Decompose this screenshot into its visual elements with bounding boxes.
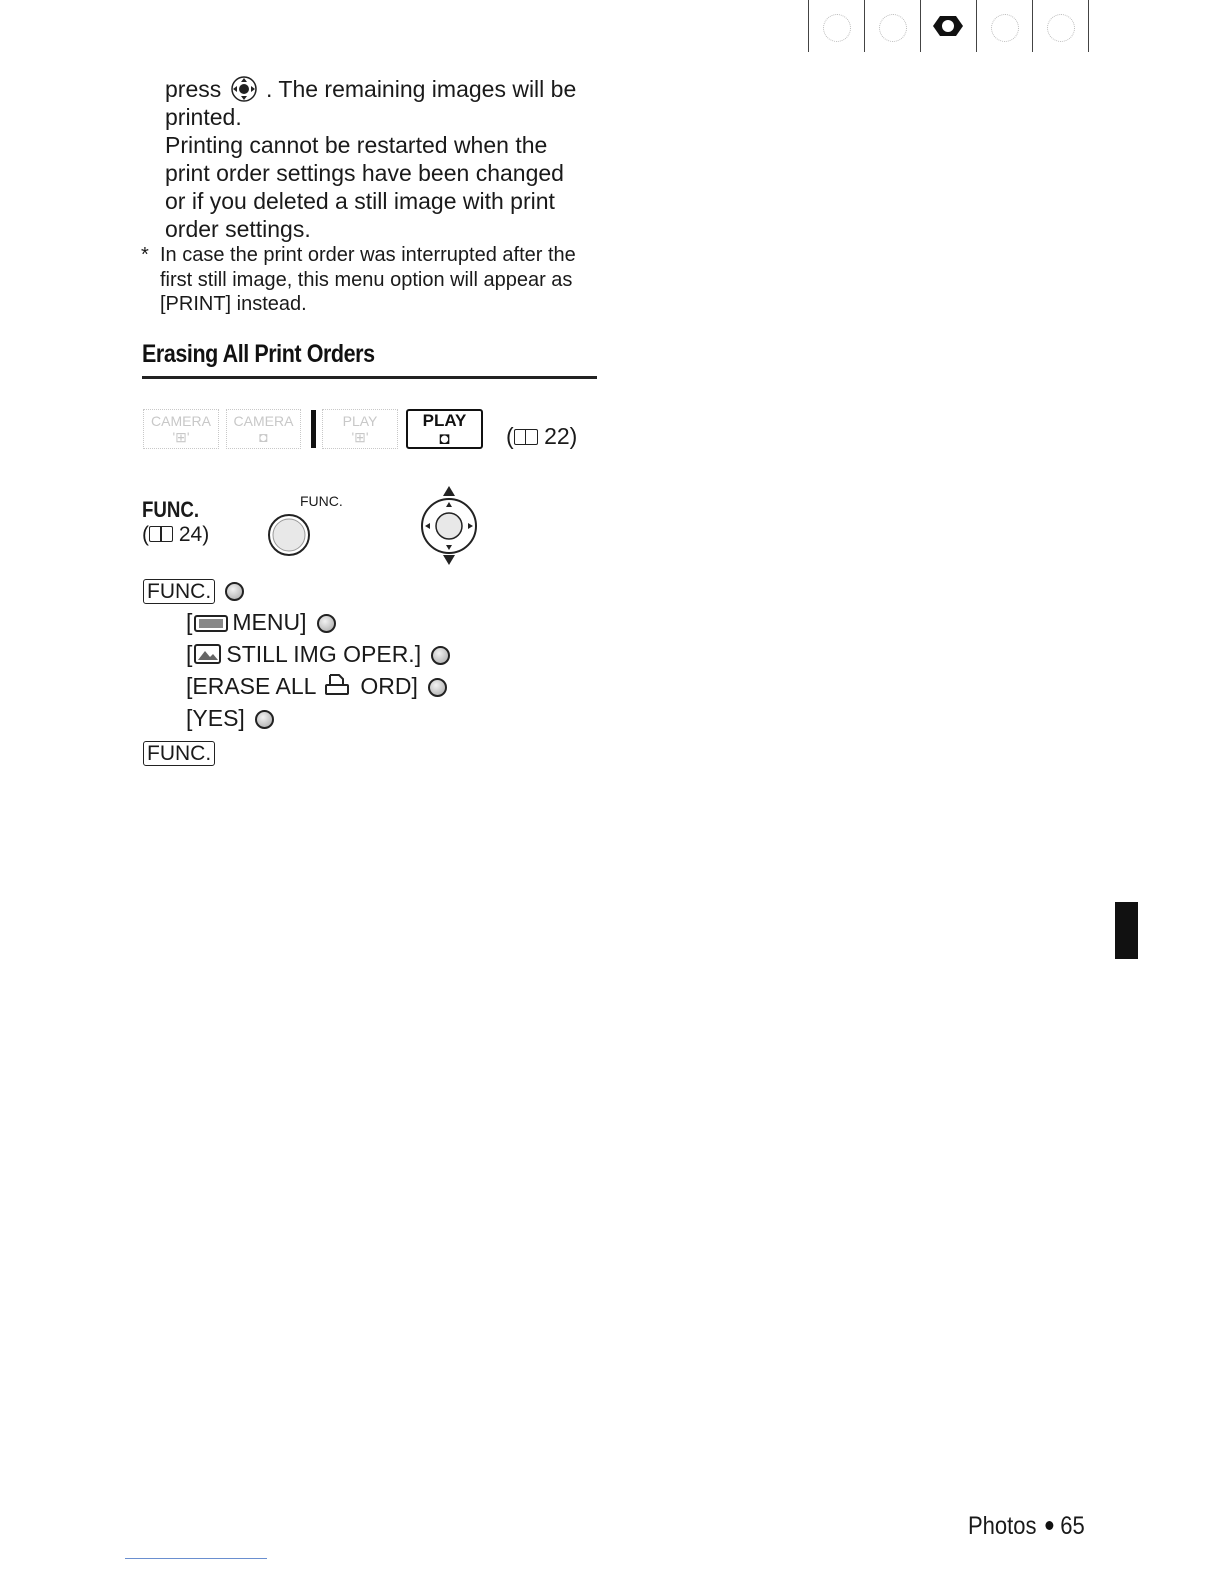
nav-tab-external: [976, 0, 1032, 52]
footnote: [141, 243, 601, 317]
mode-label: PLAY: [342, 413, 378, 429]
func-button-icon: [266, 512, 312, 558]
mode-symbol: ◘: [439, 429, 450, 448]
joystick-press-icon: [255, 710, 274, 729]
footer-section: Photos: [968, 1512, 1037, 1540]
chapter-marker: [1115, 902, 1138, 959]
page-footer: [968, 1512, 1085, 1541]
func-key-start: FUNC.: [143, 579, 215, 604]
nav-tab-video: [864, 0, 920, 52]
mode-play-movie: [322, 409, 398, 449]
mode-label: PLAY: [422, 411, 467, 430]
step-func-start: [143, 575, 244, 605]
step-menu: [186, 607, 336, 637]
mode-camera-photo: [226, 409, 301, 449]
footer-bullet: [1045, 1521, 1053, 1530]
func-label: FUNC.: [142, 497, 200, 522]
func-page-ref: [142, 523, 209, 547]
faint-icon: [1047, 14, 1075, 42]
mode-label: CAMERA: [151, 413, 211, 429]
step-erase-all: [186, 671, 447, 701]
yes-text: [YES]: [186, 705, 245, 731]
joystick-press-icon: [225, 582, 244, 601]
intro-line-1: [165, 75, 576, 103]
joystick-press-icon: [317, 614, 336, 633]
step-yes: [186, 703, 274, 733]
page-number: 65: [1060, 1512, 1085, 1540]
func-button-caption: FUNC.: [300, 493, 343, 509]
ord-text: ORD]: [360, 673, 418, 699]
nav-tab-intro: [808, 0, 864, 52]
step-func-end: [143, 737, 215, 767]
book-icon: [149, 526, 173, 542]
menu-icon: [194, 613, 228, 633]
joystick-press-icon: [431, 646, 450, 665]
photo-camera-icon: [931, 12, 965, 40]
still-img-oper-text: STILL IMG OPER.]: [226, 641, 422, 667]
faint-icon: [823, 14, 851, 42]
print-order-icon: [324, 673, 350, 697]
heading-rule: [142, 376, 597, 379]
section-heading: Erasing All Print Orders: [142, 340, 375, 368]
footnote-marker: *: [141, 244, 149, 266]
intro-line-3: Printing cannot be restarted when the: [165, 132, 548, 158]
bracket-open: [: [186, 641, 193, 667]
mode-separator: [311, 410, 316, 448]
footnote-text: In case the print order was interrupted after the first still image, this menu option will appear as [PRINT] instead.: [160, 244, 576, 315]
mode-symbol: '⊞': [351, 429, 369, 445]
nav-tab-photos: [920, 0, 976, 52]
mode-symbol: ◘: [259, 429, 268, 445]
mode-page-ref: [506, 423, 577, 450]
intro-press-text: press: [165, 76, 222, 102]
ref-page: 22): [544, 423, 578, 449]
book-icon: [514, 429, 538, 445]
intro-line-2: printed.: [165, 104, 242, 130]
joystick-press-icon: [428, 678, 447, 697]
intro-line-5: or if you deleted a still image with print: [165, 188, 555, 214]
ref-page: 24): [178, 523, 210, 546]
intro-line-4: print order settings have been changed: [165, 160, 564, 186]
intro-line-6: order settings.: [165, 216, 311, 242]
faint-icon: [991, 14, 1019, 42]
top-nav: [808, 0, 1093, 52]
nav-tab-info: [1032, 0, 1089, 52]
still-image-icon: [194, 643, 222, 665]
joystick-icon: [418, 486, 480, 566]
mode-camera-movie: [143, 409, 219, 449]
ref-open: (: [506, 423, 514, 449]
mode-play-photo: [406, 409, 483, 449]
menu-text: MENU]: [232, 609, 307, 635]
erase-all-text: [ERASE ALL: [186, 673, 316, 699]
faint-icon: [879, 14, 907, 42]
bracket-open: [: [186, 609, 193, 635]
step-still-img-oper: [186, 639, 450, 669]
joystick-press-icon: [230, 75, 258, 103]
mode-symbol: '⊞': [172, 429, 190, 445]
bottom-rule: [125, 1558, 267, 1559]
mode-label: CAMERA: [233, 413, 294, 429]
intro-remaining-text: . The remaining images will be: [266, 76, 577, 102]
ref-open: (: [142, 523, 149, 546]
func-key-end: FUNC.: [143, 741, 215, 766]
